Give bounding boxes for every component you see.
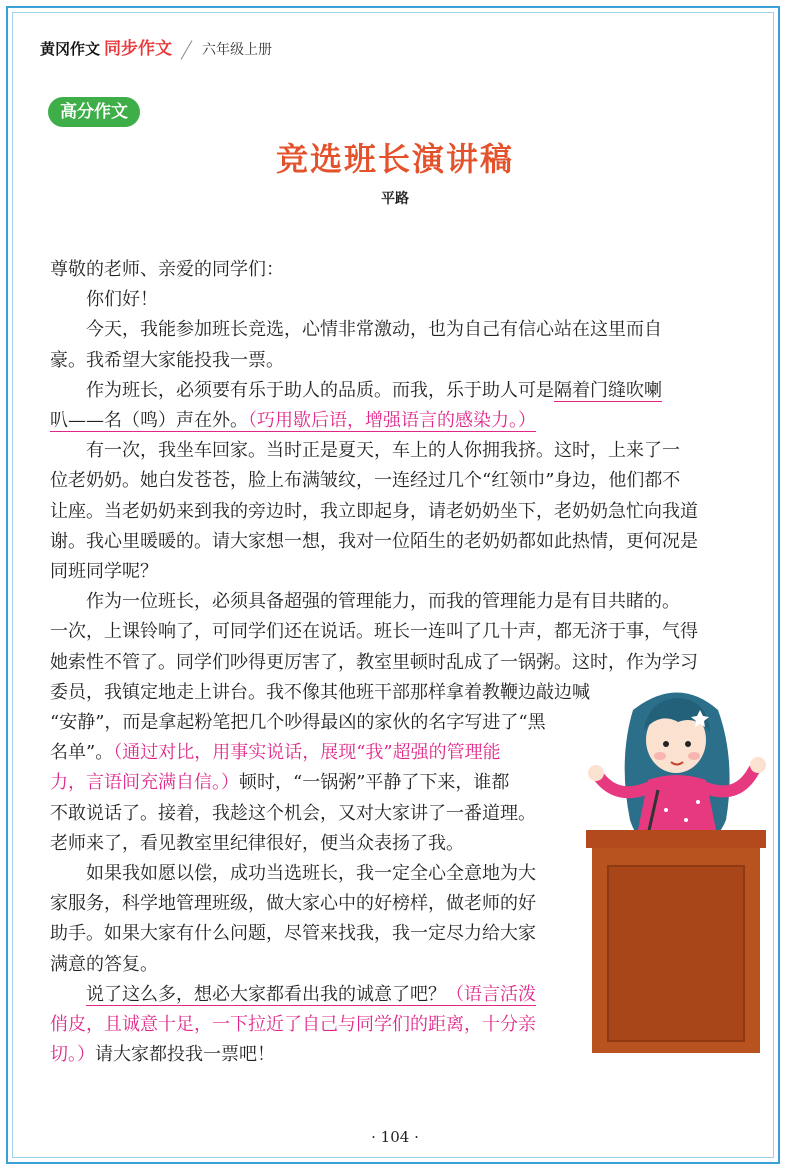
header-series: 同步作文 — [104, 39, 173, 59]
essay-line — [50, 1010, 536, 1040]
annotation-text: （通过对比，用事实说话，展现“我”超强的管理能 — [113, 742, 501, 764]
body-text: 老师来了，看见教室里纪律很好，便当众表扬了我。 — [50, 832, 464, 854]
essay-line — [86, 436, 680, 466]
body-text: 作为一位班长，必须具备超强的管理能力，而我的管理能力是有目共睹的。 — [86, 591, 680, 613]
header-grade: 六年级上册 — [202, 42, 273, 58]
body-text: 助手。如果大家有什么问题，尽管来找我，我一定尽力给大家 — [50, 923, 536, 945]
page-header — [40, 35, 272, 59]
body-text: 一次，上课铃响了，可同学们还在说话。班长一连叫了几十声，都无济于事，气得 — [50, 621, 698, 643]
body-text: 如果我如愿以偿，成功当选班长，我一定全心全意地为大 — [86, 863, 536, 884]
body-text: 尊敬的老师、亲爱的同学们： — [50, 259, 284, 280]
essay-line — [50, 406, 536, 436]
essay-line — [50, 919, 536, 949]
essay-line — [86, 315, 662, 345]
underlined-text: 隔着门缝吹喇 — [554, 379, 662, 401]
body-text: 豪。我希望大家能投我一票。 — [50, 349, 284, 371]
essay-line — [50, 527, 698, 557]
body-text: 顿时，“一锅粥”平静了下来，谁都 — [239, 772, 510, 794]
body-text: 今天，我能参加班长竞选，心情非常激动，也为自己有信心站在这里而自 — [86, 319, 662, 341]
essay-line — [50, 255, 284, 285]
annotation-text: 力，言语间充满自信。） — [50, 772, 239, 794]
annotation-text: 俏皮，且诚意十足，一下拉近了自己与同学们的距离，十分亲 — [50, 1014, 536, 1035]
body-text: 有一次，我坐车回家。当时正是夏天，车上的人你拥我挤。这时，上来了一 — [86, 440, 680, 462]
body-text: “安静”，而是拿起粉笔把几个吵得最凶的家伙的名字写进了“黑 — [50, 712, 546, 733]
body-text: 家服务，科学地管理班级，做大家心中的好榜样，做老师的好 — [50, 893, 536, 915]
essay-line — [50, 678, 590, 708]
essay-line — [50, 950, 158, 980]
essay-line — [50, 497, 698, 527]
essay-line — [50, 557, 158, 587]
page-number: · 104 · — [371, 1128, 419, 1146]
body-text: 位老奶奶。她白发苍苍，脸上布满皱纹，一连经过几个“红领巾”身边，他们都不 — [50, 470, 681, 492]
body-text: 谢。我心里暖暖的。请大家想一想，我对一位陌生的老奶奶都如此热情，更何况是 — [50, 530, 698, 552]
body-text: 同班同学呢？ — [50, 561, 158, 582]
body-text: 她索性不管了。同学们吵得更厉害了，教室里顿时乱成了一锅粥。这时，作为学习 — [50, 651, 698, 673]
body-text: 请大家都投我一票吧！ — [95, 1044, 275, 1066]
body-text: 名单”。 — [50, 742, 114, 764]
body-text: 不敢说话了。接着，我趁这个机会，又对大家讲了一番道理。 — [50, 802, 536, 824]
body-text: 你们好！ — [86, 289, 158, 311]
essay-line — [86, 980, 536, 1010]
essay-author: 平路 — [381, 191, 409, 207]
body-text: 委员，我镇定地走上讲台。我不像其他班干部那样拿着教鞭边敲边喊 — [50, 681, 590, 703]
annotation-text: （语言活泼 — [446, 983, 536, 1005]
essay-line — [86, 376, 662, 406]
essay-line — [50, 738, 501, 768]
annotation-text: 切。） — [50, 1044, 95, 1066]
essay-line — [86, 859, 536, 889]
essay-line — [50, 466, 680, 496]
essay-line — [50, 1040, 275, 1070]
underlined-text: 说了这么多，想必大家都看出我的诚意了吧？ — [86, 983, 446, 1005]
essay-line — [86, 285, 158, 315]
header-brand: 黄冈作文 — [40, 40, 101, 58]
essay-line — [50, 708, 546, 738]
essay-line — [50, 768, 509, 798]
body-text: 让座。当老奶奶来到我的旁边时，我立即起身，请老奶奶坐下，老奶奶急忙向我道 — [50, 500, 698, 522]
header-divider — [178, 39, 196, 59]
body-text: 满意的答复。 — [50, 953, 158, 975]
essay-title: 竞选班长演讲稿 — [275, 140, 514, 178]
essay-line — [50, 346, 284, 376]
girl-at-podium-illustration — [578, 670, 778, 1060]
essay-line — [50, 799, 536, 829]
body-text: 作为班长，必须要有乐于助人的品质。而我，乐于助人可是 — [86, 379, 554, 401]
annotation-text: （巧用歇后语，增强语言的感染力。） — [248, 410, 536, 431]
essay-line — [50, 889, 536, 919]
essay-line — [86, 587, 680, 617]
essay-line — [50, 829, 464, 859]
category-badge: 高分作文 — [48, 97, 140, 127]
underlined-text: 叭——名（鸣）声在外。 — [50, 410, 248, 431]
essay-line — [50, 617, 698, 647]
